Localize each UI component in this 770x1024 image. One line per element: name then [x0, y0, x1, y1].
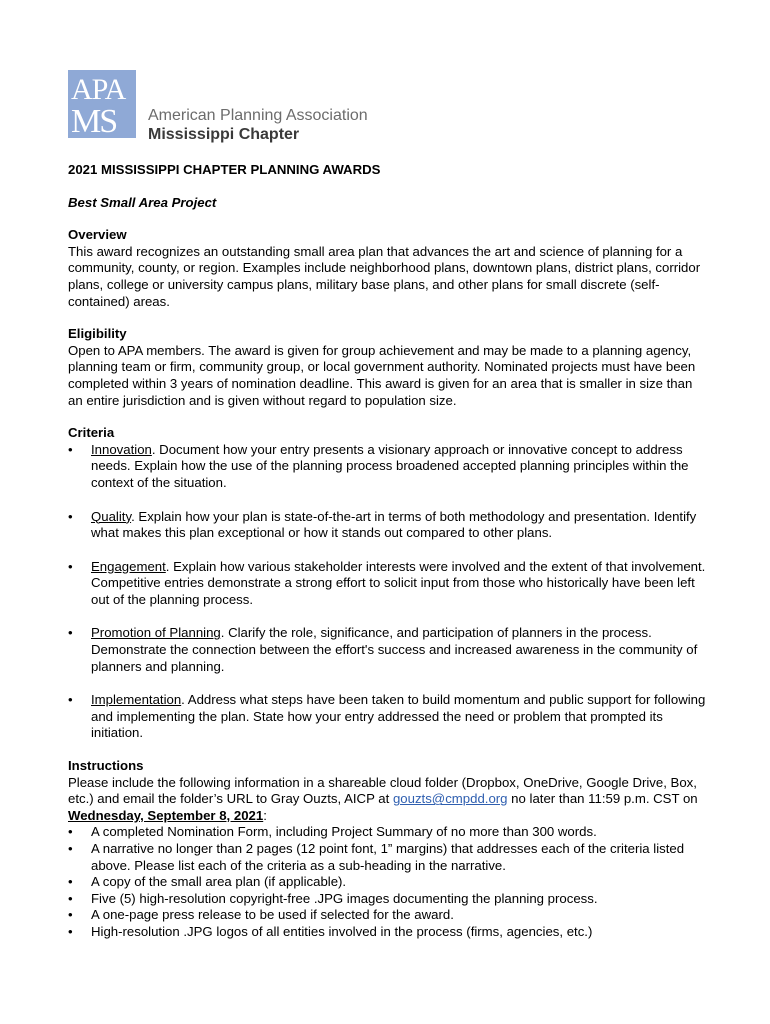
bullet-icon: • [68, 824, 73, 840]
overview-heading: Overview [68, 227, 127, 243]
criteria-text: . Explain how various stakeholder interests were involved and the extent of that involvement. Competitive entries demonstrate a strong effort to solicit input from those who historically have been left out of the planning process. [91, 558, 706, 607]
criteria-item-quality [68, 509, 708, 542]
instruction-text: A copy of the small area plan (if applicable). [91, 874, 347, 890]
logo-mark [68, 70, 136, 138]
criteria-term: Engagement [91, 558, 166, 574]
deadline-date: Wednesday, September 8, 2021 [68, 807, 264, 823]
instruction-text: A completed Nomination Form, including Project Summary of no more than 300 words. [91, 824, 597, 840]
award-category: Best Small Area Project [68, 194, 217, 210]
list-item [68, 824, 708, 841]
instruction-text: A one-page press release to be used if selected for the award. [91, 907, 454, 923]
instruction-text: Five (5) high-resolution copyright-free .JPG images documenting the planning process. [91, 890, 598, 906]
bullet-icon: • [68, 558, 73, 574]
instructions-list [68, 824, 708, 940]
instructions-intro-middle: no later than 11:59 p.m. CST on [507, 791, 698, 807]
criteria-item-engagement [68, 559, 708, 609]
criteria-text: . Explain how your plan is state-of-the-art in terms of both methodology and presentation. Identify what makes this plan exceptional or how it stands out compared to other plans. [91, 508, 697, 541]
criteria-term: Promotion of Planning [91, 625, 221, 641]
instruction-text: High-resolution .JPG logos of all entities involved in the process (firms, agencies, etc.) [91, 923, 593, 939]
overview-text: This award recognizes an outstanding small area plan that advances the art and science of planning for a community, county, or region. Examples include neighborhood plans, downtown plans, district plans, corridor plans, college or university campus plans, military base plans, and other plans for small discrete (self-contained) areas. [68, 243, 701, 309]
list-item [68, 907, 708, 924]
criteria-item-promotion [68, 625, 708, 675]
bullet-icon: • [68, 508, 73, 524]
instruction-text: A narrative no longer than 2 pages (12 point font, 1” margins) that addresses each of the criteria listed above. Please list each of the criteria as a sub-heading in the narrative. [91, 841, 685, 873]
criteria-term: Quality [91, 508, 132, 524]
criteria-text: . Address what steps have been taken to build momentum and public support for following and implementing the plan. State how your entry addressed the need or problem that prompted its initiation. [91, 692, 706, 741]
eligibility-text: Open to APA members. The award is given for group achievement and may be made to a planning agency, planning team or firm, community group, or local government authority. Nominated projects must have been completed within 3 years of nomination deadline. This award is given for an area that is smaller in size than an entire jurisdiction and is given without regard to population size. [68, 342, 696, 408]
criteria-heading: Criteria [68, 425, 115, 441]
bullet-icon: • [68, 907, 73, 923]
criteria-text: . Clarify the role, significance, and participation of planners in the process. Demonstrate the connection between the effort's success and increased awareness in the community of planners and planning. [91, 625, 698, 674]
criteria-list [68, 442, 708, 742]
logo-letters-top: APA [71, 73, 126, 106]
criteria-section [68, 425, 708, 742]
bullet-icon: • [68, 890, 73, 906]
list-item [68, 891, 708, 908]
instructions-section [68, 758, 708, 941]
bullet-icon: • [68, 841, 73, 856]
eligibility-heading: Eligibility [68, 326, 127, 342]
criteria-item-innovation [68, 442, 708, 492]
page-title: 2021 MISSISSIPPI CHAPTER PLANNING AWARDS [68, 162, 381, 177]
instructions-intro [68, 775, 708, 825]
logo-letters-bottom: MS [71, 103, 117, 138]
criteria-term: Innovation [91, 441, 152, 457]
bullet-icon: • [68, 923, 73, 939]
instructions-intro-before: Please include the following information in a shareable cloud folder (Dropbox, OneDrive, Google Drive, Box, etc.) and email the folder’s URL to Gray Ouzts, AICP at [68, 774, 697, 807]
list-item [68, 841, 708, 874]
list-item [68, 924, 708, 941]
overview-section [68, 227, 708, 310]
criteria-text: . Document how your entry presents a visionary approach or innovative concept to address needs. Explain how the use of the planning process broadened accepted planning principles within the context of the situation. [91, 441, 689, 490]
bullet-icon: • [68, 874, 73, 890]
bullet-icon: • [68, 625, 73, 641]
criteria-term: Implementation [91, 692, 182, 708]
eligibility-section [68, 326, 708, 409]
criteria-item-implementation [68, 692, 708, 742]
logo-text [148, 106, 368, 144]
apa-ms-logo [68, 70, 708, 143]
instructions-heading: Instructions [68, 758, 144, 774]
logo-mark-lettering [68, 70, 136, 138]
email-link[interactable]: gouzts@cmpdd.org [392, 791, 508, 807]
chapter-name: Mississippi Chapter [148, 126, 300, 143]
document-page [68, 70, 708, 941]
bullet-icon: • [68, 692, 73, 708]
list-item [68, 874, 708, 891]
org-name: American Planning Association [148, 107, 368, 124]
bullet-icon: • [68, 441, 73, 457]
instructions-intro-after: : [263, 807, 267, 823]
